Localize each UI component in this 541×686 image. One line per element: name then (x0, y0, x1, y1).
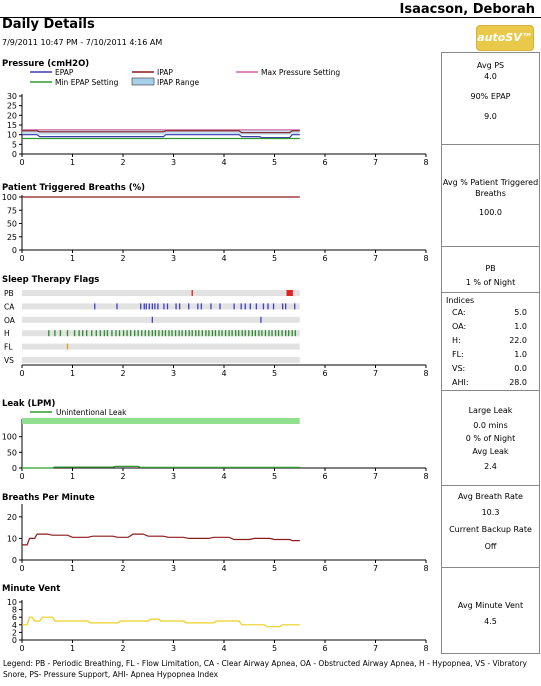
flag-row-track (22, 290, 300, 296)
flag-event-mark (67, 330, 68, 336)
flag-event-mark (175, 330, 176, 336)
avg-leak-label: Avg Leak (472, 447, 509, 456)
flag-event-mark (261, 330, 262, 336)
flag-row-label: PB (4, 289, 14, 298)
triggered-summary (442, 145, 539, 247)
flag-event-mark (115, 330, 116, 336)
index-name: FL: (452, 350, 464, 359)
y-tick-label: 75 (6, 206, 17, 216)
flag-event-mark (144, 303, 145, 309)
x-tick-label: 8 (423, 369, 429, 378)
breath-rate-value: 10.3 (481, 508, 500, 517)
y-tick-label: 100 (1, 432, 17, 442)
chart-title: Sleep Therapy Flags (2, 275, 100, 285)
triggered-label: Avg % Patient Triggered Breaths (442, 178, 539, 198)
flag-event-mark (245, 303, 246, 309)
x-tick-label: 3 (170, 644, 177, 653)
flag-event-mark (242, 330, 243, 336)
flag-event-mark (60, 330, 61, 336)
large-leak-label: Large Leak (468, 406, 513, 415)
flag-event-mark (145, 330, 146, 336)
x-tick-label: 7 (372, 254, 379, 263)
flag-event-mark (215, 330, 216, 336)
breath-rate-line (22, 534, 300, 545)
x-tick-label: 4 (221, 644, 227, 653)
epap90-value: 9.0 (484, 112, 497, 121)
large-leak-mins: 0.0 mins (473, 421, 508, 430)
y-tick-label: 50 (6, 448, 17, 458)
indices-list (442, 306, 539, 390)
flag-event-mark (288, 330, 289, 336)
flag-event-mark (149, 303, 150, 309)
flag-event-mark (138, 330, 139, 336)
y-tick-label: 0 (11, 636, 17, 645)
index-value: 1.0 (514, 350, 527, 359)
index-name: AHI: (452, 378, 469, 387)
y-tick-label: 10 (6, 130, 17, 140)
flag-row-label: H (4, 329, 10, 339)
x-tick-label: 1 (69, 369, 76, 378)
flag-event-mark (116, 303, 117, 309)
avg-leak-value: 2.4 (484, 462, 497, 471)
index-row (442, 320, 539, 334)
x-tick-label: 3 (170, 254, 177, 263)
flag-event-mark (260, 317, 261, 323)
x-tick-label: 0 (19, 369, 25, 378)
x-tick-label: 1 (69, 564, 76, 573)
flag-event-mark (155, 330, 156, 336)
y-tick-label: 5 (11, 140, 17, 150)
flag-event-mark (252, 330, 253, 336)
x-tick-label: 2 (120, 472, 126, 481)
y-tick-label: 2 (11, 628, 17, 638)
flag-event-mark (189, 330, 190, 336)
y-tick-label: 20 (6, 512, 17, 522)
avg-ps-value: 4.0 (484, 72, 497, 81)
flag-event-mark (100, 330, 101, 336)
flag-event-mark (225, 330, 226, 336)
y-tick-label: 10 (6, 598, 17, 607)
flag-event-mark (67, 344, 68, 350)
flag-event-mark (292, 290, 293, 296)
index-name: H: (452, 336, 461, 345)
flag-event-mark (245, 330, 246, 336)
x-tick-label: 0 (19, 254, 25, 263)
index-name: OA: (452, 322, 467, 331)
epap90-label: 90% EPAP (470, 92, 511, 101)
legend-footnote: Legend: PB - Periodic Breathing, FL - Flow Limitation, CA - Clear Airway Apnea, OA - Obstructed Airway Apnea, H - Hypopnea, VS - Vibratory Snore, PS- Pressure Support, AHI- Apnea Hypopnea Index (3, 659, 527, 679)
x-tick-label: 1 (69, 472, 76, 481)
index-row (442, 306, 539, 320)
flag-event-mark (238, 330, 239, 336)
flag-event-mark (157, 303, 158, 309)
y-tick-label: 0 (11, 246, 17, 255)
flag-event-mark (235, 330, 236, 336)
x-tick-label: 6 (322, 369, 328, 378)
x-tick-label: 0 (19, 644, 25, 653)
index-value: 5.0 (514, 308, 527, 317)
x-tick-label: 2 (120, 254, 126, 263)
flag-event-mark (179, 303, 180, 309)
y-tick-label: 0 (11, 150, 17, 159)
index-row (442, 348, 539, 362)
flag-event-mark (126, 330, 127, 336)
legend-label: Max Pressure Setting (261, 68, 341, 77)
x-tick-label: 1 (69, 644, 76, 653)
pb-value: 1 % of Night (465, 278, 516, 287)
flag-event-mark (210, 303, 211, 309)
epap-line (22, 135, 300, 138)
flag-event-mark (130, 330, 131, 336)
y-tick-label: 100 (1, 193, 17, 202)
flag-event-mark (192, 330, 193, 336)
x-tick-label: 3 (170, 564, 177, 573)
backup-rate-value: Off (484, 542, 497, 551)
flag-event-mark (188, 303, 189, 309)
large-leak-pct: 0 % of Night (465, 434, 516, 443)
x-tick-label: 8 (423, 254, 429, 263)
flag-event-mark (167, 303, 168, 309)
flag-event-mark (185, 330, 186, 336)
pb-label: PB (485, 264, 496, 273)
x-tick-label: 5 (271, 158, 278, 167)
flag-event-mark (267, 303, 268, 309)
flag-event-mark (258, 330, 259, 336)
flag-event-mark (168, 330, 169, 336)
flag-event-mark (273, 303, 274, 309)
legend-label: EPAP (55, 68, 74, 77)
flag-event-mark (219, 303, 220, 309)
flag-event-mark (152, 317, 153, 323)
flag-event-mark (82, 330, 83, 336)
chart-title: Breaths Per Minute (2, 493, 95, 503)
flag-event-mark (192, 290, 193, 296)
flag-row-track (22, 303, 300, 309)
x-tick-label: 2 (120, 369, 126, 378)
x-tick-label: 6 (322, 564, 328, 573)
y-tick-label: 25 (6, 232, 17, 242)
y-tick-label: 30 (6, 92, 17, 101)
x-tick-label: 4 (221, 254, 227, 263)
flag-event-mark (74, 330, 75, 336)
pb-summary (442, 247, 539, 293)
flag-row-track (22, 317, 300, 323)
minvent-summary (442, 568, 539, 653)
flag-event-mark (148, 330, 149, 336)
flag-event-mark (275, 330, 276, 336)
flag-event-mark (162, 330, 163, 336)
legend-swatch (132, 78, 154, 85)
x-tick-label: 0 (19, 158, 25, 167)
index-row (442, 334, 539, 348)
y-tick-label: 0 (11, 464, 17, 473)
x-tick-label: 6 (322, 158, 328, 167)
chart-title: Patient Triggered Breaths (%) (2, 183, 146, 193)
x-tick-label: 2 (120, 644, 126, 653)
x-tick-label: 7 (372, 644, 379, 653)
legend-label: Min EPAP Setting (55, 78, 119, 87)
flag-event-mark (152, 330, 153, 336)
flag-event-mark (278, 330, 279, 336)
index-row (442, 362, 539, 376)
flag-event-mark (181, 330, 182, 336)
indices-summary (442, 293, 539, 391)
x-tick-label: 2 (120, 158, 126, 167)
x-tick-label: 5 (271, 644, 278, 653)
flag-event-mark (154, 303, 155, 309)
backup-rate-label: Current Backup Rate (449, 525, 532, 534)
flag-event-mark (134, 330, 135, 336)
flag-event-mark (163, 303, 164, 309)
flag-row-label: CA (4, 302, 15, 312)
y-tick-label: 6 (11, 613, 17, 623)
flag-row-label: OA (4, 315, 15, 325)
index-value: 22.0 (509, 336, 527, 345)
x-tick-label: 5 (271, 254, 278, 263)
flag-event-mark (285, 330, 286, 336)
avg-ps-label: Avg PS (476, 61, 505, 70)
x-tick-label: 3 (170, 369, 177, 378)
minvent-value: 4.5 (484, 617, 497, 626)
page-title: Daily Details (2, 17, 95, 32)
flag-row-track (22, 344, 300, 350)
x-tick-label: 7 (372, 564, 379, 573)
flag-event-mark (250, 303, 251, 309)
flag-event-mark (198, 330, 199, 336)
flag-event-mark (285, 303, 286, 309)
x-tick-label: 5 (271, 564, 278, 573)
x-tick-label: 1 (69, 254, 76, 263)
y-tick-label: 15 (6, 121, 17, 130)
autosv-badge (476, 25, 534, 51)
x-tick-label: 0 (19, 472, 25, 481)
x-tick-label: 4 (221, 369, 227, 378)
flag-event-mark (78, 330, 79, 336)
index-name: VS: (452, 364, 466, 373)
x-tick-label: 7 (372, 369, 379, 378)
minute-vent-line (22, 617, 300, 627)
y-tick-label: 50 (6, 219, 17, 229)
flag-row-track (22, 330, 300, 336)
flag-event-mark (158, 330, 159, 336)
flag-event-mark (218, 330, 219, 336)
x-tick-label: 6 (322, 254, 328, 263)
flag-event-mark (248, 330, 249, 336)
index-value: 0.0 (514, 364, 527, 373)
flag-event-mark (195, 330, 196, 336)
flag-row-label: FL (4, 342, 13, 352)
flag-event-mark (152, 303, 153, 309)
flag-event-mark (268, 330, 269, 336)
legend-label: IPAP (157, 68, 173, 77)
flag-event-mark (175, 303, 176, 309)
flag-event-mark (104, 330, 105, 336)
x-tick-label: 6 (322, 472, 328, 481)
flag-event-mark (123, 330, 124, 336)
y-tick-label: 4 (11, 620, 17, 630)
y-tick-label: 10 (6, 534, 17, 544)
minvent-label: Avg Minute Vent (457, 601, 524, 610)
y-tick-label: 20 (6, 111, 17, 121)
x-tick-label: 7 (372, 472, 379, 481)
breath-summary (442, 486, 539, 568)
flag-event-mark (294, 303, 295, 309)
triggered-value: 100.0 (479, 208, 502, 217)
flag-event-mark (281, 330, 282, 336)
summary-sidebar (441, 52, 540, 654)
breath-rate-label: Avg Breath Rate (458, 492, 523, 501)
flag-event-mark (86, 330, 87, 336)
y-tick-label: 0 (11, 556, 17, 565)
flag-event-mark (48, 330, 49, 336)
large-leak-band (22, 418, 300, 424)
flag-row-track (22, 357, 300, 363)
x-tick-label: 8 (423, 564, 429, 573)
date-range: 7/9/2011 10:47 PM - 7/10/2011 4:16 AM (2, 38, 163, 47)
flag-event-mark (140, 303, 141, 309)
x-tick-label: 6 (322, 644, 328, 653)
index-value: 1.0 (514, 322, 527, 331)
flag-event-mark (256, 303, 257, 309)
x-tick-label: 7 (372, 158, 379, 167)
x-tick-label: 5 (271, 472, 278, 481)
flag-event-mark (295, 330, 296, 336)
indices-label: Indices (446, 296, 475, 305)
y-tick-label: 8 (11, 605, 17, 615)
index-name: CA: (452, 308, 466, 317)
y-tick-label: 25 (6, 101, 17, 111)
x-tick-label: 4 (221, 564, 227, 573)
chart-title: Pressure (cmH2O) (2, 59, 90, 69)
pressure-summary (442, 53, 539, 145)
x-tick-label: 8 (423, 158, 429, 167)
flag-event-mark (201, 303, 202, 309)
x-tick-label: 1 (69, 158, 76, 167)
x-tick-label: 8 (423, 472, 429, 481)
flag-event-mark (197, 303, 198, 309)
autosv-badge-label: autoSV™ (477, 31, 533, 44)
flag-event-mark (271, 330, 272, 336)
flag-event-mark (202, 330, 203, 336)
flag-event-mark (96, 330, 97, 336)
flag-event-mark (107, 330, 108, 336)
flag-event-mark (111, 330, 112, 336)
flag-event-mark (234, 303, 235, 309)
flag-event-mark (221, 330, 222, 336)
flag-event-mark (94, 303, 95, 309)
patient-name: Isaacson, Deborah (399, 2, 535, 17)
flag-event-mark (292, 330, 293, 336)
index-value: 28.0 (509, 378, 527, 387)
flag-event-mark (146, 303, 147, 309)
flag-event-mark (282, 303, 283, 309)
flag-event-mark (54, 330, 55, 336)
legend-label: IPAP Range (157, 78, 200, 87)
x-tick-label: 2 (120, 564, 126, 573)
legend-label: Unintentional Leak (56, 408, 127, 417)
flag-event-mark (212, 330, 213, 336)
x-tick-label: 5 (271, 369, 278, 378)
x-tick-label: 8 (423, 644, 429, 653)
flag-event-mark (241, 303, 242, 309)
flag-event-mark (205, 330, 206, 336)
x-tick-label: 3 (170, 472, 177, 481)
chart-title: Minute Vent (2, 584, 61, 594)
flag-event-mark (231, 330, 232, 336)
flag-row-label: VS (4, 356, 14, 365)
flag-event-mark (208, 330, 209, 336)
flag-event-mark (178, 330, 179, 336)
x-tick-label: 4 (221, 472, 227, 481)
x-tick-label: 3 (170, 158, 177, 167)
flag-event-mark (228, 330, 229, 336)
flag-event-mark (265, 330, 266, 336)
flag-event-mark (255, 330, 256, 336)
flag-event-mark (141, 330, 142, 336)
flag-event-mark (263, 303, 264, 309)
flag-event-mark (91, 330, 92, 336)
flag-event-mark (171, 330, 172, 336)
x-tick-label: 4 (221, 158, 227, 167)
chart-title: Leak (LPM) (2, 399, 56, 409)
index-row (442, 376, 539, 390)
flag-event-mark (119, 330, 120, 336)
x-tick-label: 0 (19, 564, 25, 573)
leak-summary (442, 391, 539, 486)
flag-event-mark (165, 330, 166, 336)
